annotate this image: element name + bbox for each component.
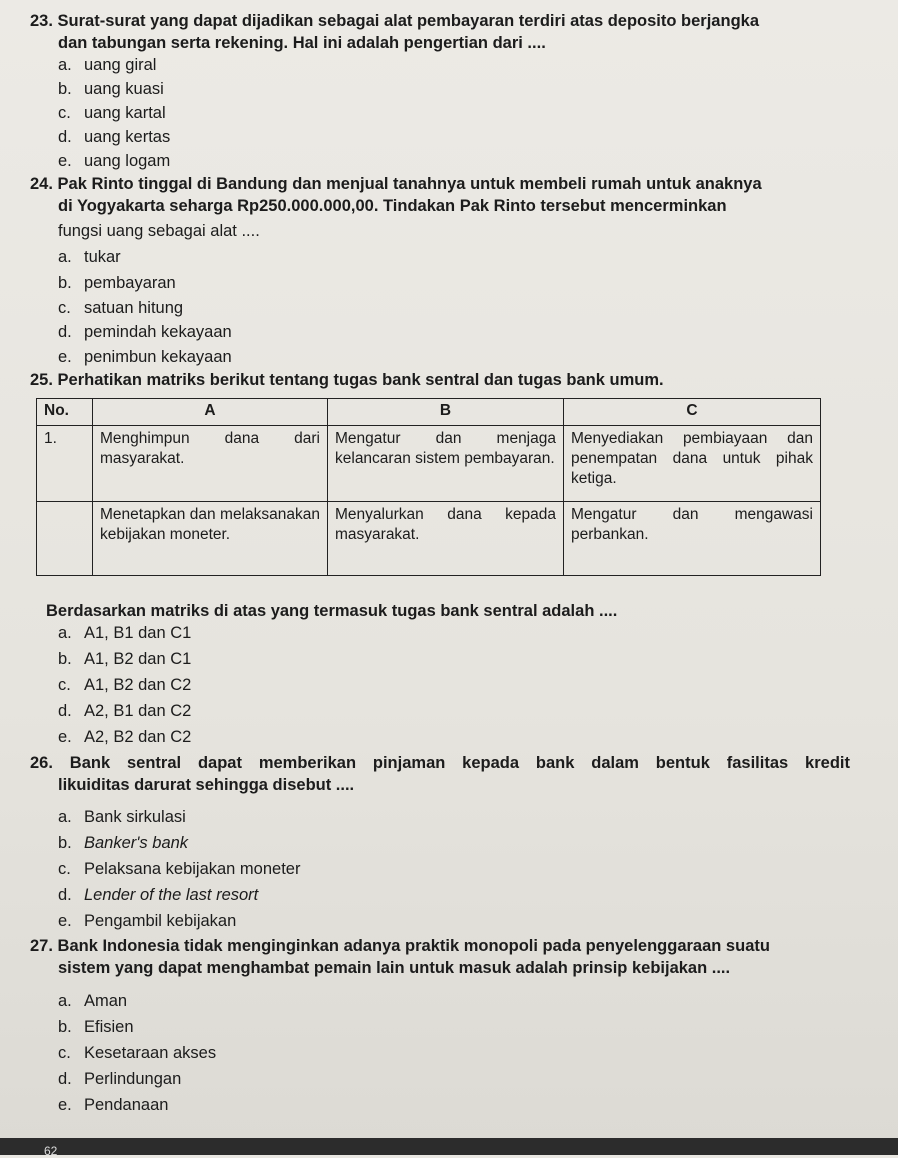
question-number: 23. <box>30 12 53 30</box>
option-a[interactable]: a. tukar <box>58 248 121 266</box>
header-c: C <box>564 399 821 426</box>
cell-no: 1. <box>37 426 93 502</box>
question-number: 25. <box>30 371 53 389</box>
option-e[interactable]: e. Pendanaan <box>58 1096 169 1114</box>
option-c[interactable]: c. Kesetaraan akses <box>58 1044 217 1062</box>
option-d[interactable]: d. pemindah kekayaan <box>58 323 232 341</box>
page-number: 62 <box>44 1144 58 1158</box>
question-text: Surat-surat yang dapat dijadikan sebagai alat pembayaran terdiri atas deposito berjangka <box>57 12 759 30</box>
option-e[interactable]: e. Pengambil kebijakan <box>58 912 237 930</box>
cell-b2: Menyalurkan dana kepada masyarakat. <box>328 502 564 576</box>
table-row <box>37 502 821 576</box>
question-text: Berdasarkan matriks di atas yang termasuk tugas bank sentral adalah .... <box>46 602 618 620</box>
question-text: Perhatikan matriks berikut tentang tugas bank sentral dan tugas bank umum. <box>57 371 664 389</box>
option-a[interactable]: a. Aman <box>58 992 128 1010</box>
header-b: B <box>328 399 564 426</box>
question-23 <box>30 10 875 54</box>
option-a[interactable]: a. uang giral <box>58 56 157 74</box>
question-number: 26. <box>30 754 53 772</box>
question-27 <box>30 935 875 979</box>
question-number: 24. <box>30 175 53 193</box>
question-25 <box>30 369 875 391</box>
question-text: likuiditas darurat sehingga disebut .... <box>58 776 355 794</box>
cell-a2: Menetapkan dan melaksanakan kebijakan moneter. <box>93 502 328 576</box>
option-b[interactable]: b. uang kuasi <box>58 80 164 98</box>
option-e[interactable]: e. penimbun kekayaan <box>58 348 232 366</box>
question-number: 27. <box>30 937 53 955</box>
question-text: di Yogyakarta seharga Rp250.000.000,00. Tindakan Pak Rinto tersebut mencerminkan <box>58 197 727 215</box>
option-b[interactable]: b. pembayaran <box>58 274 176 292</box>
option-a[interactable]: a. Bank sirkulasi <box>58 808 186 826</box>
option-c[interactable]: c. Pelaksana kebijakan moneter <box>58 860 301 878</box>
option-b[interactable]: b. Banker's bank <box>58 834 189 852</box>
option-c[interactable]: c. satuan hitung <box>58 299 184 317</box>
option-c[interactable]: c. A1, B2 dan C2 <box>58 676 192 694</box>
option-e[interactable]: e. uang logam <box>58 152 171 170</box>
cell-a1: Menghimpun dana dari masyarakat. <box>93 426 328 502</box>
option-c[interactable]: c. uang kartal <box>58 104 166 122</box>
page-footer-bar <box>0 1138 898 1155</box>
table-header-row <box>37 399 821 426</box>
header-a: A <box>93 399 328 426</box>
option-d[interactable]: d. uang kertas <box>58 128 171 146</box>
question-text: Pak Rinto tinggal di Bandung dan menjual tanahnya untuk membeli rumah untuk anaknya <box>57 175 762 193</box>
option-d[interactable]: d. A2, B1 dan C2 <box>58 702 192 720</box>
question-text: Bank Indonesia tidak menginginkan adanya praktik monopoli pada penyelenggaraan suatu <box>57 937 770 955</box>
table-row <box>37 426 821 502</box>
question-text: sistem yang dapat menghambat pemain lain untuk masuk adalah prinsip kebijakan .... <box>58 959 731 977</box>
question-text: fungsi uang sebagai alat .... <box>58 222 260 240</box>
option-b[interactable]: b. Efisien <box>58 1018 134 1036</box>
option-e[interactable]: e. A2, B2 dan C2 <box>58 728 192 746</box>
cell-c1: Menyediakan pembiayaan dan penempatan dana untuk pihak ketiga. <box>564 426 821 502</box>
option-a[interactable]: a. A1, B1 dan C1 <box>58 624 192 642</box>
matrix-table <box>36 398 821 576</box>
cell-b1: Mengatur dan menjaga kelancaran sistem pembayaran. <box>328 426 564 502</box>
option-b[interactable]: b. A1, B2 dan C1 <box>58 650 192 668</box>
question-24 <box>30 173 875 217</box>
question-text: Bank sentral dapat memberikan pinjaman kepada bank dalam bentuk fasilitas kredit <box>69 754 850 772</box>
cell-c2: Mengatur dan mengawasi perbankan. <box>564 502 821 576</box>
option-d[interactable]: d. Lender of the last resort <box>58 886 259 904</box>
question-text: dan tabungan serta rekening. Hal ini adalah pengertian dari .... <box>58 34 546 52</box>
header-no: No. <box>37 399 93 426</box>
question-26 <box>30 752 875 796</box>
cell-no <box>37 502 93 576</box>
option-d[interactable]: d. Perlindungan <box>58 1070 182 1088</box>
